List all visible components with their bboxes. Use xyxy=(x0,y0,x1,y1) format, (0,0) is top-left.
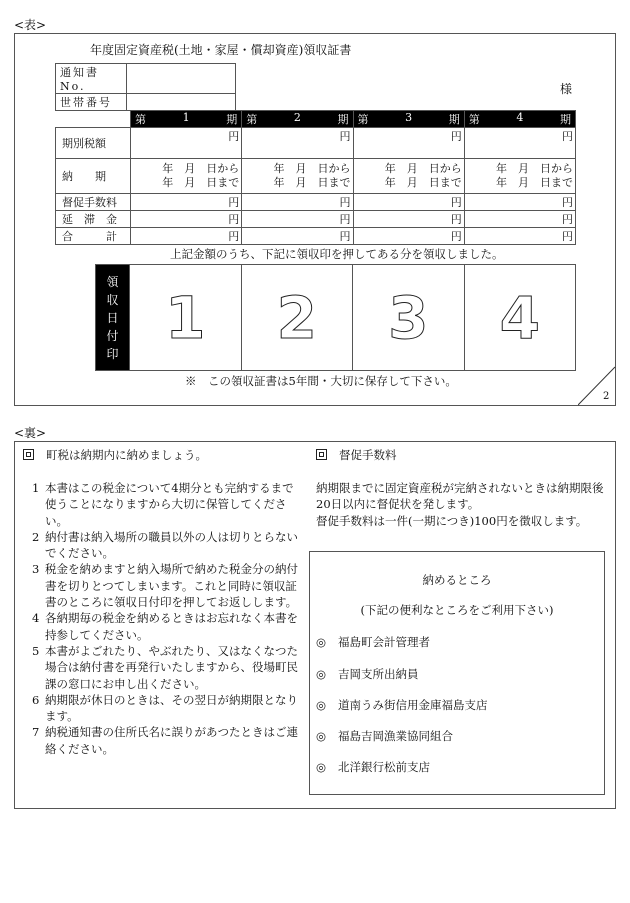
fee-line: 納期限までに固定資産税が完納されないときは納期限後20日以内に督促状を発します。 xyxy=(316,481,604,512)
note-number: 5 xyxy=(32,643,40,658)
fee-4: 円 xyxy=(464,194,575,211)
payment-place-item xyxy=(316,666,419,682)
total-2: 円 xyxy=(242,228,353,245)
late-fee-row xyxy=(56,211,576,228)
fee-heading-text: 督促手数料 xyxy=(339,448,397,462)
note-text: 税金を納めますと納入場所で納めた税金分の納付書を切りとつてしまいます。これと同時に領収証書のところに領収日付印を押してお返しします。 xyxy=(45,562,298,610)
page-number: 2 xyxy=(603,391,610,402)
payment-place-name: 吉岡支所出納員 xyxy=(338,667,419,681)
total-3: 円 xyxy=(353,228,464,245)
receipt-title: 年度固定資産税(土地・家屋・償却資産)領収証書 xyxy=(90,43,352,57)
tax-amount-2: 円 xyxy=(242,128,353,159)
double-circle-icon: ◎ xyxy=(316,729,327,743)
note-text: 納付書は納入場所の職員以外の人は切りとらないでください。 xyxy=(45,529,298,561)
note-number: 7 xyxy=(32,725,40,740)
receipt-note: 上記金額のうち、下記に領収印を押してある分を領収しました。 xyxy=(170,247,504,261)
period-prefix: 第 xyxy=(468,113,480,126)
period-header-3 xyxy=(353,111,464,128)
notice-number-value xyxy=(127,64,236,94)
stamp-cell-1 xyxy=(129,265,241,370)
stamp-label-char: 付 xyxy=(106,328,119,343)
payment-places-title: 納めるところ xyxy=(422,573,492,587)
note-text: 本書がよごれたり、やぶれたり、又はなくなつた場合は納付書を再発行いたしますから、役場町民課の窓口にお申し出ください。 xyxy=(45,643,298,691)
period-number: 3 xyxy=(405,111,413,124)
period-header-1 xyxy=(131,111,242,128)
payment-place-name: 北洋銀行松前支店 xyxy=(338,760,431,774)
tax-amount-4: 円 xyxy=(464,128,575,159)
date-to: 年 月 日まで xyxy=(384,176,462,189)
date-from: 年 月 日から xyxy=(162,162,240,175)
double-circle-icon: ◎ xyxy=(316,760,327,774)
fee-line: 督促手数料は一件(一期につき)100円を徴収します。 xyxy=(316,513,588,528)
late-fee-4: 円 xyxy=(464,211,575,228)
note-item xyxy=(23,529,298,562)
total-label: 合 計 xyxy=(56,228,131,245)
keep-note: ※ この領収証書は5年間・大切に保存して下さい。 xyxy=(185,374,457,388)
payment-places-subtitle: (下記の便利なところをご利用下さい) xyxy=(360,603,554,617)
due-date-label: 納 期 xyxy=(56,159,131,194)
note-text: 納期限が休日のときは、その翌日が納期限となります。 xyxy=(45,692,298,724)
notice-number-label: 通知書No. xyxy=(56,64,127,94)
note-number: 2 xyxy=(32,529,40,544)
note-item xyxy=(23,610,298,643)
household-number-value xyxy=(127,94,236,111)
due-date-1 xyxy=(131,159,242,194)
late-fee-3: 円 xyxy=(353,211,464,228)
period-number: 1 xyxy=(182,111,190,124)
date-to: 年 月 日まで xyxy=(273,176,351,189)
payment-place-item xyxy=(316,634,430,650)
tax-period-table xyxy=(55,110,576,245)
period-suffix: 期 xyxy=(226,113,238,126)
date-from: 年 月 日から xyxy=(384,162,462,175)
fee-description xyxy=(316,480,616,529)
note-item xyxy=(23,692,298,725)
date-to: 年 月 日まで xyxy=(496,176,573,189)
late-fee-2: 円 xyxy=(242,211,353,228)
tax-amount-label: 期別税額 xyxy=(56,128,131,159)
stamp-label-char: 日 xyxy=(106,310,119,325)
period-prefix: 第 xyxy=(357,113,369,126)
total-row xyxy=(56,228,576,245)
fee-heading xyxy=(316,447,397,463)
payment-places-box xyxy=(309,551,605,795)
total-4: 円 xyxy=(464,228,575,245)
notes-list xyxy=(23,480,298,757)
stamp-number: 2 xyxy=(276,283,317,352)
square-bullet-icon xyxy=(316,449,327,460)
payment-place-item xyxy=(316,697,488,713)
late-fee-1: 円 xyxy=(131,211,242,228)
period-header-row xyxy=(56,111,576,128)
payment-place-item xyxy=(316,759,430,775)
household-number-row xyxy=(56,94,236,111)
front-section-label: <表> xyxy=(14,18,47,32)
stamp-cell-3 xyxy=(352,265,464,370)
due-date-2 xyxy=(242,159,353,194)
note-text: 本書はこの税金について4期分とも完納するまで使うことになりますから大切に保管してください。 xyxy=(45,481,294,528)
stamp-cell-2 xyxy=(241,265,353,370)
stamp-label-char: 収 xyxy=(106,292,119,307)
late-fee-label: 延 滞 金 xyxy=(56,211,131,228)
due-date-row xyxy=(56,159,576,194)
stamp-number: 4 xyxy=(499,283,540,352)
period-header-2 xyxy=(242,111,353,128)
period-prefix: 第 xyxy=(246,113,258,126)
date-to: 年 月 日まで xyxy=(162,176,240,189)
stamp-cell-4 xyxy=(464,265,576,370)
tax-amount-3: 円 xyxy=(353,128,464,159)
due-date-3 xyxy=(353,159,464,194)
total-1: 円 xyxy=(131,228,242,245)
note-item xyxy=(23,724,298,757)
note-number: 3 xyxy=(32,562,40,577)
date-from: 年 月 日から xyxy=(496,162,573,175)
double-circle-icon: ◎ xyxy=(316,667,327,681)
receipt-stamp-box xyxy=(95,264,576,371)
note-number: 1 xyxy=(32,481,40,495)
payment-place-name: 福島町会計管理者 xyxy=(338,635,431,649)
stamp-number: 1 xyxy=(165,283,206,352)
payment-reminder-heading xyxy=(23,447,207,463)
period-suffix: 期 xyxy=(560,113,571,126)
stamp-number: 3 xyxy=(388,283,429,352)
note-text: 各納期毎の税金を納めるときはお忘れなく本書を持参してください。 xyxy=(45,611,298,642)
stamp-label-char: 領 xyxy=(106,274,119,289)
header-blank-cell xyxy=(56,111,131,128)
fee-1: 円 xyxy=(131,194,242,211)
double-circle-icon: ◎ xyxy=(316,635,327,649)
due-date-4 xyxy=(464,159,575,194)
stamp-label-char: 印 xyxy=(106,346,119,361)
double-circle-icon: ◎ xyxy=(316,698,327,712)
fee-3: 円 xyxy=(353,194,464,211)
payment-place-name: 道南うみ街信用金庫福島支店 xyxy=(338,698,488,712)
period-suffix: 期 xyxy=(337,113,349,126)
stamp-label xyxy=(96,265,129,370)
fee-2: 円 xyxy=(242,194,353,211)
fee-label: 督促手数料 xyxy=(56,194,131,211)
household-number-label: 世帯番号 xyxy=(56,94,127,111)
period-prefix: 第 xyxy=(135,113,146,126)
note-item xyxy=(23,561,298,610)
back-section-label: <裏> xyxy=(14,426,47,440)
note-text: 納税通知書の住所氏名に誤りがあつたときはご連絡ください。 xyxy=(45,725,298,756)
period-header-4 xyxy=(464,111,575,128)
note-item xyxy=(23,480,298,529)
payment-reminder-text: 町税は納期内に納めましょう。 xyxy=(46,448,207,462)
period-suffix: 期 xyxy=(448,113,460,126)
period-number: 2 xyxy=(293,111,301,124)
note-number: 6 xyxy=(32,692,40,707)
period-number: 4 xyxy=(516,111,524,124)
notice-info-table xyxy=(55,63,236,111)
tax-amount-1: 円 xyxy=(131,128,242,159)
square-bullet-icon xyxy=(23,449,34,460)
corner-diagonal xyxy=(578,365,616,407)
date-from: 年 月 日から xyxy=(273,162,351,175)
payment-place-item xyxy=(316,728,453,744)
tax-amount-row xyxy=(56,128,576,159)
note-number: 4 xyxy=(32,611,40,626)
note-item xyxy=(23,643,298,692)
notice-number-row xyxy=(56,64,236,94)
honorific-sama: 様 xyxy=(560,82,573,96)
payment-place-name: 福島吉岡漁業協同組合 xyxy=(338,729,454,743)
fee-row xyxy=(56,194,576,211)
